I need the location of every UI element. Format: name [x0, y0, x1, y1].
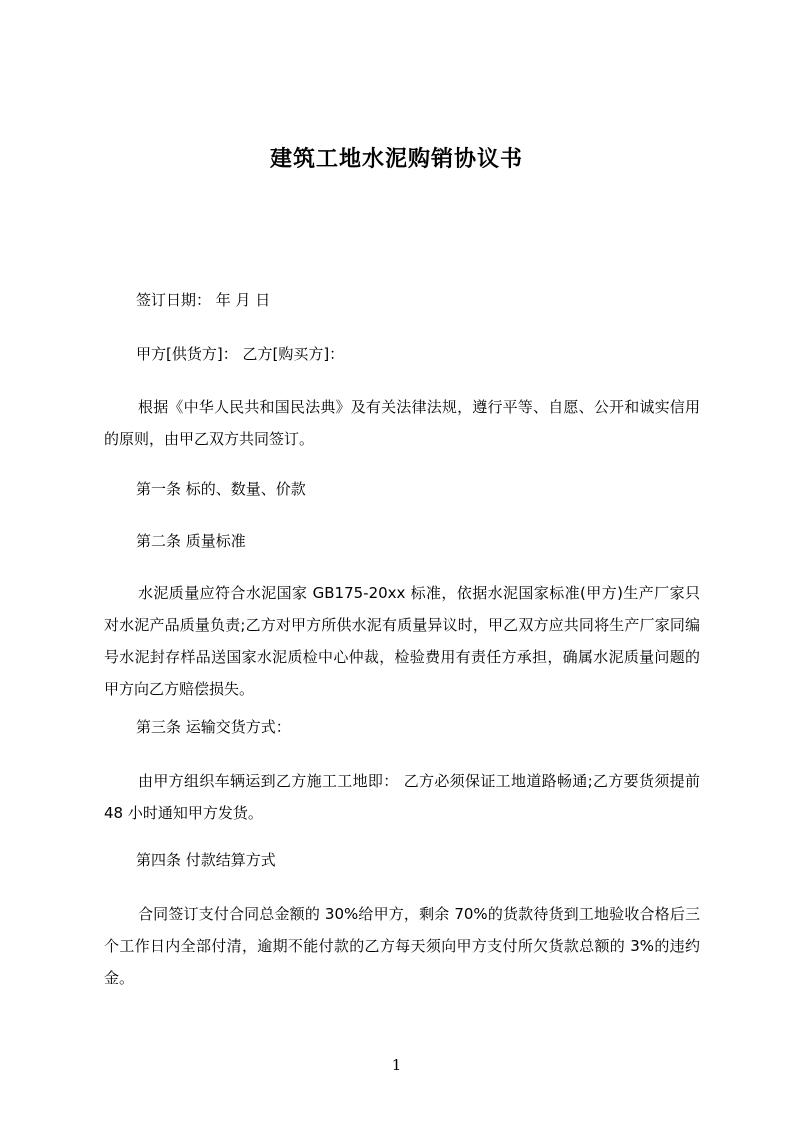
article-3-heading: 第三条 运输交货方式： [136, 718, 291, 736]
article-4-heading: 第四条 付款结算方式 [136, 851, 276, 869]
preamble-paragraph: 根据《中华人民共和国民法典》及有关法律法规，遵行平等、自愿、公开和诚实信用的原则，由甲乙双方共同签订。 [104, 398, 700, 448]
article-4-body: 合同签订支付合同总金额的 30%给甲方，剩余 70%的货款待货到工地验收合格后三个工作日内全部付清，逾期不能付款的乙方每天须向甲方支付所欠货款总额的 3%的违约金。 [104, 905, 700, 987]
article-1-heading: 第一条 标的、数量、价款 [136, 480, 306, 498]
page-number: 1 [391, 1056, 402, 1074]
parties-line: 甲方[供货方]： 乙方[购买方]： [136, 345, 345, 363]
sign-date-line: 签订日期： 年 月 日 [136, 291, 271, 309]
article-2-body: 水泥质量应符合水泥国家 GB175-20xx 标准，依据水泥国家标准(甲方)生产厂家只对水泥产品质量负责;乙方对甲方所供水泥有质量异议时，甲乙双方应共同将生产厂家同编号水泥封存样品送国家水泥质检中心仲裁，检验费用有责任方承担，确属水泥质量问题的甲方向乙方赔偿损失。 [104, 584, 700, 698]
article-2-heading: 第二条 质量标准 [136, 532, 246, 550]
article-3-body: 由甲方组织车辆运到乙方施工工地即： 乙方必须保证工地道路畅通;乙方要货须提前 48 小时通知甲方发货。 [104, 772, 700, 822]
document-title: 建筑工地水泥购销协议书 [269, 147, 523, 172]
